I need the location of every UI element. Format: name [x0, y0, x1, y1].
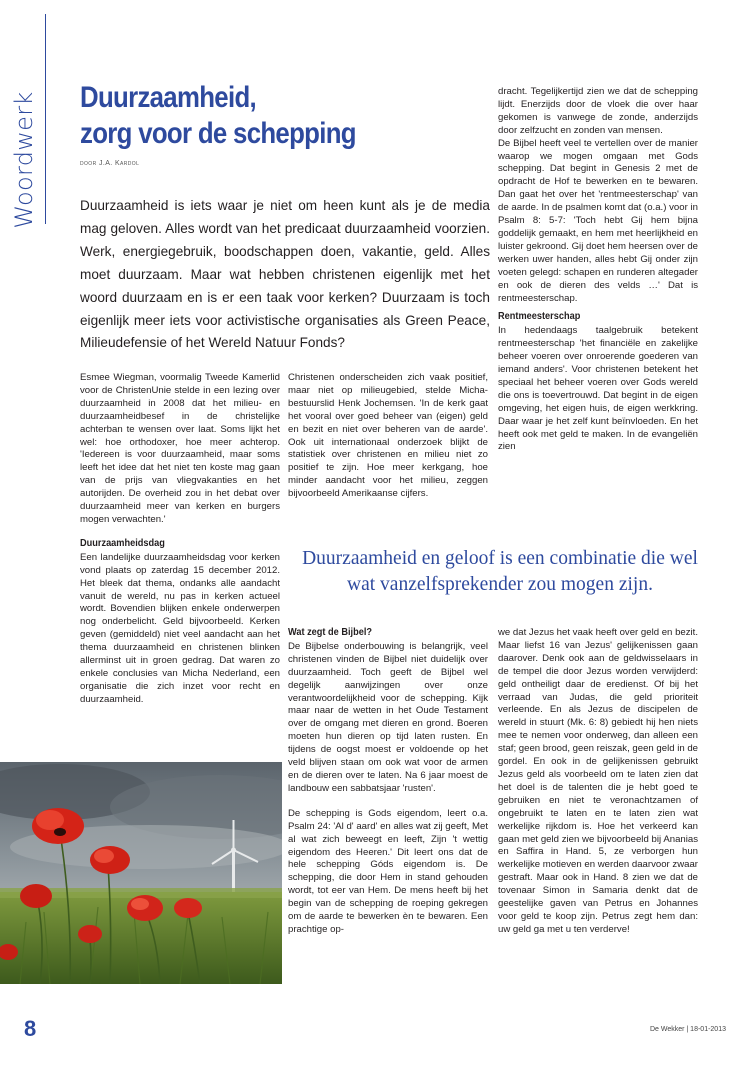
poppy-field-photo — [0, 762, 282, 984]
poppy-flower-icon — [78, 925, 102, 943]
col2b-paragraph-1: De Bijbelse onderbouwing is belangrijk, veel christenen vinden de Bijbel niet duidelijk over duurzaamheid. Toch geeft de Bijbel wel degelijk aanwijzingen over onze verantwoordelijkheid voor de schepping. Kijk maar naar de wetten in het Oude Testament over de omgang met dieren en grond. Boeren moeten hun dieren op tijd laten rusten. En tijdens de oogst moest er voldoende op het veld blijven staan om ook wat voor de armen en de dieren over te laten. Na 6 jaar moest de landbouw een sabbatsjaar 'rusten'. — [288, 640, 488, 794]
col3b-paragraph-1: we dat Jezus het vaak heeft over geld en bezit. Maar liefst 16 van Jezus' gelijkenissen gaan daarover. Denk ook aan de geldwisselaars in de tempel die door Jezus worden verwijderd: geld ontheiligt daar de eredienst. Of bij het verraad van Judas, die geld prioriteit verleende. En als Jezus de discipelen de wereld in stuurt (Mk. 6: 8) gebiedt hij hen niets mee te nemen voor onderweg, dan alleen een staf; geen brood, geen reiszak, geen geld in de gordel. En ook in de gelijkenissen gebruikt Jezus geld als voorbeeld om te laten zien dat het doel is de talenten die je hebt goed te gebruiken en niet te veronachtzamen of ongebruikt te laten en te laten zien wat werkelijke rijkdom is. Hoe het verkeerd kan gaan met geld zien we bijvoorbeeld bij Ananias en Saffira in Hand. 5, ze verborgen hun werkelijke motieven en werden daarvoor zwaar gestraft. Maar ook in Hand. 8 zien we dat de tovenaar Simon in Samaria denkt dat de geestelijke gaven van Petrus en Johannes voor geld te koop zijn. Petrus zegt hem dan: uw geld ga met u ten verderve! — [498, 627, 699, 935]
byline-prefix: door — [80, 160, 97, 167]
poppy-flower-icon — [127, 895, 163, 921]
article-title — [80, 80, 372, 152]
section-label-text: Woordwerk — [10, 91, 38, 229]
col2b-subheading: Wat zegt de Bijbel? — [288, 627, 373, 638]
column-3 — [498, 86, 698, 454]
pull-quote: Duurzaamheid en geloof is een combinatie die wel wat vanzelfsprekender zou mogen zijn. — [302, 548, 698, 595]
lede-paragraph: Duurzaamheid is iets waar je niet om heen kunt als je de media mag geloven. Alles wordt van het predicaat duurzaamheid voorzien. Werk, energiegebruik, boodschappen doen, vakantie, geld. Alles moet duurzaam. Maar wat hebben christenen eigenlijk met het woord duurzaam en is er een taak voor kerken? Duurzaam is toch eigenlijk meer iets voor activistische organisaties als Green Peace, Milieudefensie of het Wereld Natuur Fonds? — [80, 198, 490, 351]
col3-subheading: Rentmeesterschap — [498, 311, 581, 323]
section-divider-line — [45, 14, 46, 224]
col1-subheading: Duurzaamheidsdag — [80, 537, 165, 549]
col2-paragraph-1: Christenen onderscheiden zich vaak positief, maar niet op milieugebied, stelde Micha-bestuurslid Henk Jochemsen. 'In de kerk gaat het vooral over goed beheer van (eigen) geld en bezit en niet over beheren van de aarde'. Ook uit internationaal onderzoek blijkt de statistiek over christenen en milieu niet zo positief te zijn. Hoe meer kerkgang, hoe minder aandacht voor het milieu, zeggen bijvoorbeeld Amerikaanse cijfers. — [288, 372, 488, 500]
title-line-2: zorg voor de schepping — [80, 117, 356, 150]
column-3-lower — [498, 627, 698, 937]
column-2 — [288, 372, 488, 501]
col1-paragraph-2: Een landelijke duurzaamheidsdag voor kerken vond plaats op zaterdag 15 december 2012. Het bleek dat thema, ondanks alle aandacht vanuit de wereld, nu pas in kerken actueel wordt. Bovendien blijken enkele onderwerpen nog onderbelicht. Geld bijvoorbeeld. Kerken geven (gemiddeld) niet veel aandacht aan het thema duurzaamheid en christenen blinken allerminst uit in groen gedrag. Dat waren zo enkele conclusies van Micha Nederland, een organisatie die zich inzet voor recht en duurzaamheid. — [80, 551, 280, 705]
poppy-flower-icon — [174, 898, 202, 918]
column-2-lower — [288, 627, 488, 937]
poppy-flower-icon — [90, 846, 130, 874]
title-line-1: Duurzaamheid, — [80, 81, 256, 114]
col3-paragraph-3: In hedendaags taalgebruik betekent rentmeesterschap 'het financiële en zakelijke beheer voeren over onroerende goederen van iemand anders'. Voor christenen betekent het speciaal het beheer voeren over Gods wereld die ons is toevertrouwd. Dat begint in de eigen omgeving, het eigen huis, de eigen werkkring. Daar waar je het zelf kunt beïnvloeden. En het heeft ook met geld te maken. In de evangeliën zien — [498, 325, 698, 453]
section-label — [4, 80, 44, 240]
poppy-flower-icon — [32, 808, 84, 844]
col3-paragraph-2: De Bijbel heeft veel te vertellen over de manier waarop we mogen omgaan met Gods schepping. Dat begint in Genesis 2 met de opdracht de Hof te bewerken en te bewaren. Dan gaat het over het 'rentmeesterschap' van de aarde. In de psalmen komt dat (o.a.) voor in Psalm 8: 5-7: 'Toch hebt Gij hem bijna goddelijk gemaakt, en hem met heerlijkheid en luister gekroond. Gij doet hem heersen over de werken uwer handen, alles hebt Gij onder zijn voeten gelegd: schapen en runderen altegader en ook de dieren des velds …' Dat is rentmeesterschap. — [498, 137, 698, 304]
col3-paragraph-1: dracht. Tegelijkertijd zien we dat de schepping lijdt. Enerzijds door de vloek die over haar gekomen is vanwege de zonde, anderzijds door zelfzucht en zonden van mensen. — [498, 86, 698, 136]
footer-publication: De Wekker | 18-01-2013 — [649, 1026, 726, 1033]
poppy-flower-icon — [20, 884, 52, 908]
byline — [80, 160, 139, 167]
col2b-paragraph-2: De schepping is Gods eigendom, leert o.a. Psalm 24: 'Al d' aard' en alles wat zij geeft, Met al wat zich beweegt en leeft, Zijn 't wettig eigendom des Heeren.' Dit leert ons dat de hele schepping Góds eigendom is. De schepping, die door Hem in stand gehouden wordt, tot eer van Hem. De mens heeft bij het begin van de schepping de roeping gekregen om de aarde te bewerken èn te bewaren. Een prachtige op- — [288, 807, 488, 935]
page-number: 8 — [24, 1016, 37, 1041]
col1-paragraph-1: Esmee Wiegman, voormalig Tweede Kamerlid voor de ChristenUnie stelde in een lezing over duurzaamheid in 2008 dat het milieu- en duurzaamheidbesef in de christelijke achterban te wensen over laat. Soms lijkt het wel: hoe orthodoxer, hoe meer achterop. 'Iedereen is voor duurzaamheid, maar soms leeft het idee dat het niet ten koste mag gaan van de prijs van vliegvakanties en het autorijden. De overheid zou in het debat over duurzaamheid meer van kerken en burgers mogen verwachten.' — [80, 372, 280, 525]
column-1 — [80, 372, 280, 707]
byline-author: J.A. Kardol — [98, 160, 140, 167]
